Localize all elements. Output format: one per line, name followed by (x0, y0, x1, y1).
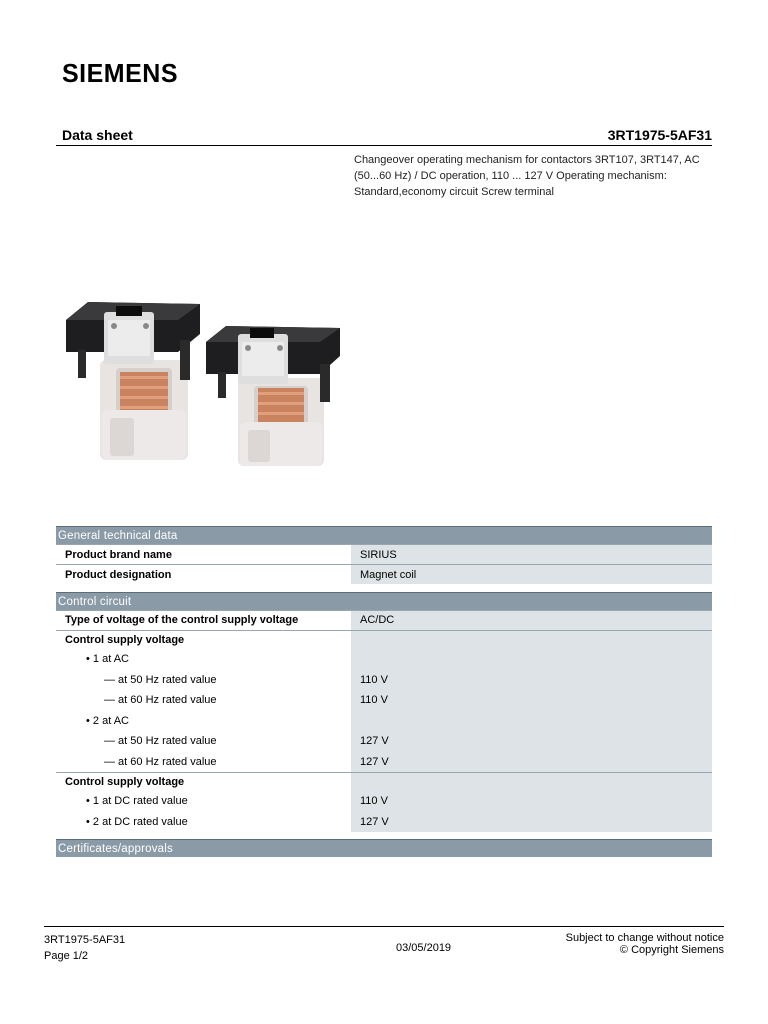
group-heading-row (56, 773, 712, 791)
row-value: 110 V (360, 694, 388, 707)
table-row (56, 812, 712, 833)
row-label: — at 50 Hz rated value (104, 673, 217, 686)
table-row (56, 564, 712, 584)
ac-voltage-group (56, 630, 712, 772)
row-label: • 1 at DC rated value (86, 795, 188, 808)
row-value: 127 V (360, 815, 389, 828)
row-value: 127 V (360, 735, 389, 748)
table-row (56, 649, 712, 670)
footer-notice: Subject to change without notice (565, 932, 724, 944)
row-label: Product brand name (65, 549, 172, 561)
magnet-coil-right (206, 326, 340, 466)
row-label: — at 60 Hz rated value (104, 755, 217, 768)
table-row (56, 610, 712, 630)
section-certificates-approvals (56, 839, 712, 857)
footer-page-number: Page 1/2 (44, 950, 89, 962)
section-title: Control circuit (56, 592, 712, 610)
group-heading-row (56, 631, 712, 649)
section-title: General technical data (56, 526, 712, 544)
row-label: — at 50 Hz rated value (104, 735, 217, 748)
group-heading: Control supply voltage (65, 776, 185, 788)
row-value: 110 V (360, 673, 388, 686)
footer-date: 03/05/2019 (396, 942, 452, 954)
table-row (56, 690, 712, 711)
dc-voltage-group (56, 772, 712, 832)
table-row (56, 711, 712, 732)
table-row (56, 670, 712, 691)
table-row (56, 731, 712, 752)
section-title: Certificates/approvals (56, 839, 712, 857)
row-label: Product designation (65, 569, 172, 581)
section-general-technical-data (56, 526, 712, 584)
product-image (58, 290, 348, 470)
row-label: • 1 at AC (86, 653, 129, 666)
row-value: 110 V (360, 795, 388, 808)
footer-product-code: 3RT1975-5AF31 (44, 934, 126, 946)
row-value: SIRIUS (351, 545, 712, 564)
table-row (56, 544, 712, 564)
siemens-logo: SIEMENS (62, 59, 179, 89)
page-footer (44, 926, 724, 962)
magnet-coil-left (66, 302, 200, 460)
footer-right (566, 932, 724, 956)
row-value: 127 V (360, 755, 389, 768)
datasheet-header (56, 126, 712, 146)
row-value: Magnet coil (351, 565, 712, 584)
row-label: • 2 at DC rated value (86, 815, 188, 828)
row-label: — at 60 Hz rated value (104, 694, 217, 707)
footer-left (44, 932, 125, 964)
group-heading: Control supply voltage (65, 634, 185, 646)
row-label: • 2 at AC (86, 714, 129, 727)
product-description: Changeover operating mechanism for contactors 3RT107, 3RT147, AC (50...60 Hz) / DC operation, 110 ... 127 V Operating mechanism: Standard,economy circuit Screw terminal (354, 154, 700, 198)
row-label: Type of voltage of the control supply voltage (65, 614, 299, 626)
section-control-circuit (56, 592, 712, 832)
footer-copyright: © Copyright Siemens (619, 944, 724, 956)
row-value: AC/DC (351, 611, 712, 630)
table-row (56, 752, 712, 773)
table-row (56, 791, 712, 812)
datasheet-title: Data sheet (62, 127, 133, 143)
product-code: 3RT1975-5AF31 (607, 127, 712, 143)
